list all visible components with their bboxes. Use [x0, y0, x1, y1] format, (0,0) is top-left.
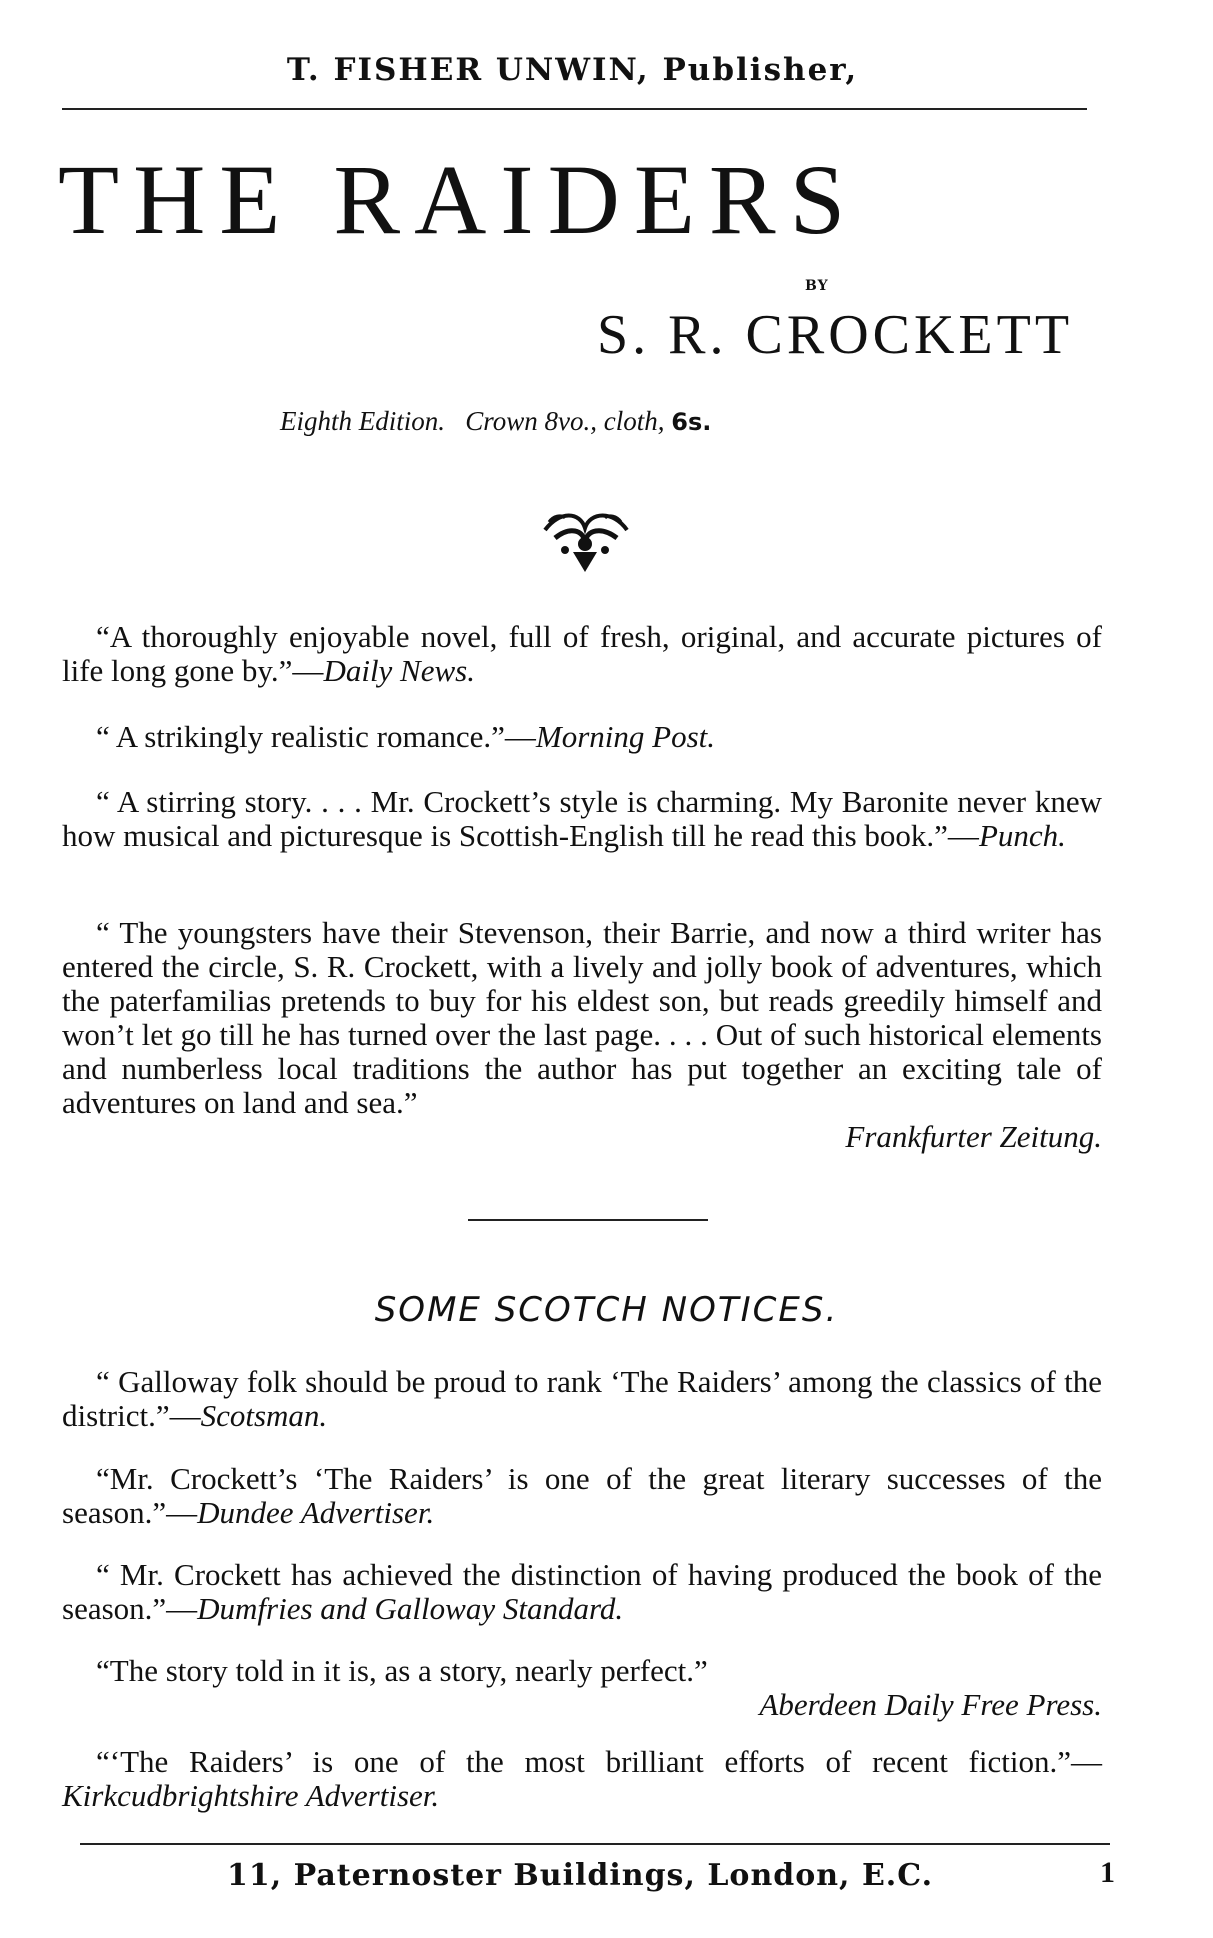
- section-heading: SOME SCOTCH NOTICES.: [374, 1290, 839, 1330]
- notice-text: “ Mr. Crockett has achieved the distinction of having produced the book of the season.”—: [62, 1557, 1102, 1626]
- notice-source: Kirkcudbrightshire Advertiser.: [62, 1778, 440, 1813]
- signature-mark: 1: [1100, 1856, 1115, 1889]
- review-source: Frankfurter Zeitung.: [845, 1119, 1102, 1154]
- price-label: 6s.: [671, 408, 712, 436]
- review-source: Morning Post.: [535, 719, 716, 754]
- notice-quote: [62, 1365, 1102, 1433]
- by-label: BY: [805, 278, 829, 294]
- bottom-rule: [80, 1843, 1110, 1845]
- review-quote: [62, 785, 1102, 853]
- section-divider: [468, 1219, 708, 1221]
- notice-source: Scotsman.: [200, 1398, 328, 1433]
- review-quote: [62, 620, 1102, 688]
- review-source: Punch.: [978, 818, 1066, 853]
- notice-text: “Mr. Crockett’s ‘The Raiders’ is one of the great literary successes of the season.”—: [62, 1461, 1102, 1530]
- review-source: Daily News.: [323, 653, 475, 688]
- notice-quote: [62, 1654, 1102, 1722]
- notice-quote: [62, 1462, 1102, 1530]
- review-text: “A thoroughly enjoyable novel, full of fresh, original, and accurate pictures of life long gone by.”—: [62, 619, 1102, 688]
- review-text: “ A stirring story. . . . Mr. Crockett’s style is charming. My Baronite never knew how musical and picturesque is Scottish-English till he read this book.”—: [62, 784, 1102, 853]
- edition-label: Eighth Edition.: [280, 406, 445, 436]
- top-rule: [62, 108, 1087, 110]
- notice-text: “‘The Raiders’ is one of the most brilliant efforts of recent fiction.”—: [96, 1744, 1102, 1779]
- notice-source: Dumfries and Galloway Standard.: [197, 1591, 624, 1626]
- format-label: Crown 8vo., cloth,: [465, 406, 665, 436]
- notice-text: “ Galloway folk should be proud to rank ‘The Raiders’ among the classics of the district.”—: [62, 1364, 1102, 1433]
- notice-source: Dundee Advertiser.: [197, 1495, 435, 1530]
- floral-ornament-icon: [535, 500, 635, 580]
- publisher-address: 11, Paternoster Buildings, London, E.C.: [226, 1858, 934, 1893]
- review-text: “ A strikingly realistic romance.”—: [96, 719, 536, 754]
- book-title: THE RAIDERS: [58, 144, 860, 255]
- review-text: “ The youngsters have their Stevenson, their Barrie, and now a third writer has entered the circle, S. R. Crockett, with a lively and jolly book of adventures, which the paterfamilias pretends to buy for his eldest son, but reads greedily himself and won’t let go till he has turned over the last page. . . . Out of such historical elements and numberless local traditions the author has put together an exciting tale of adventures on land and sea.”: [62, 915, 1102, 1120]
- notice-quote: [62, 1558, 1102, 1626]
- publisher-header: T. FISHER UNWIN, Publisher,: [286, 52, 859, 88]
- edition-line: [280, 406, 711, 437]
- notice-quote: [62, 1745, 1102, 1813]
- review-quote: [62, 720, 1102, 754]
- notice-text: “The story told in it is, as a story, nearly perfect.”: [96, 1653, 708, 1688]
- notice-source: Aberdeen Daily Free Press.: [759, 1687, 1102, 1722]
- author-name: S. R. CROCKETT: [597, 304, 1074, 366]
- review-quote: [62, 916, 1102, 1154]
